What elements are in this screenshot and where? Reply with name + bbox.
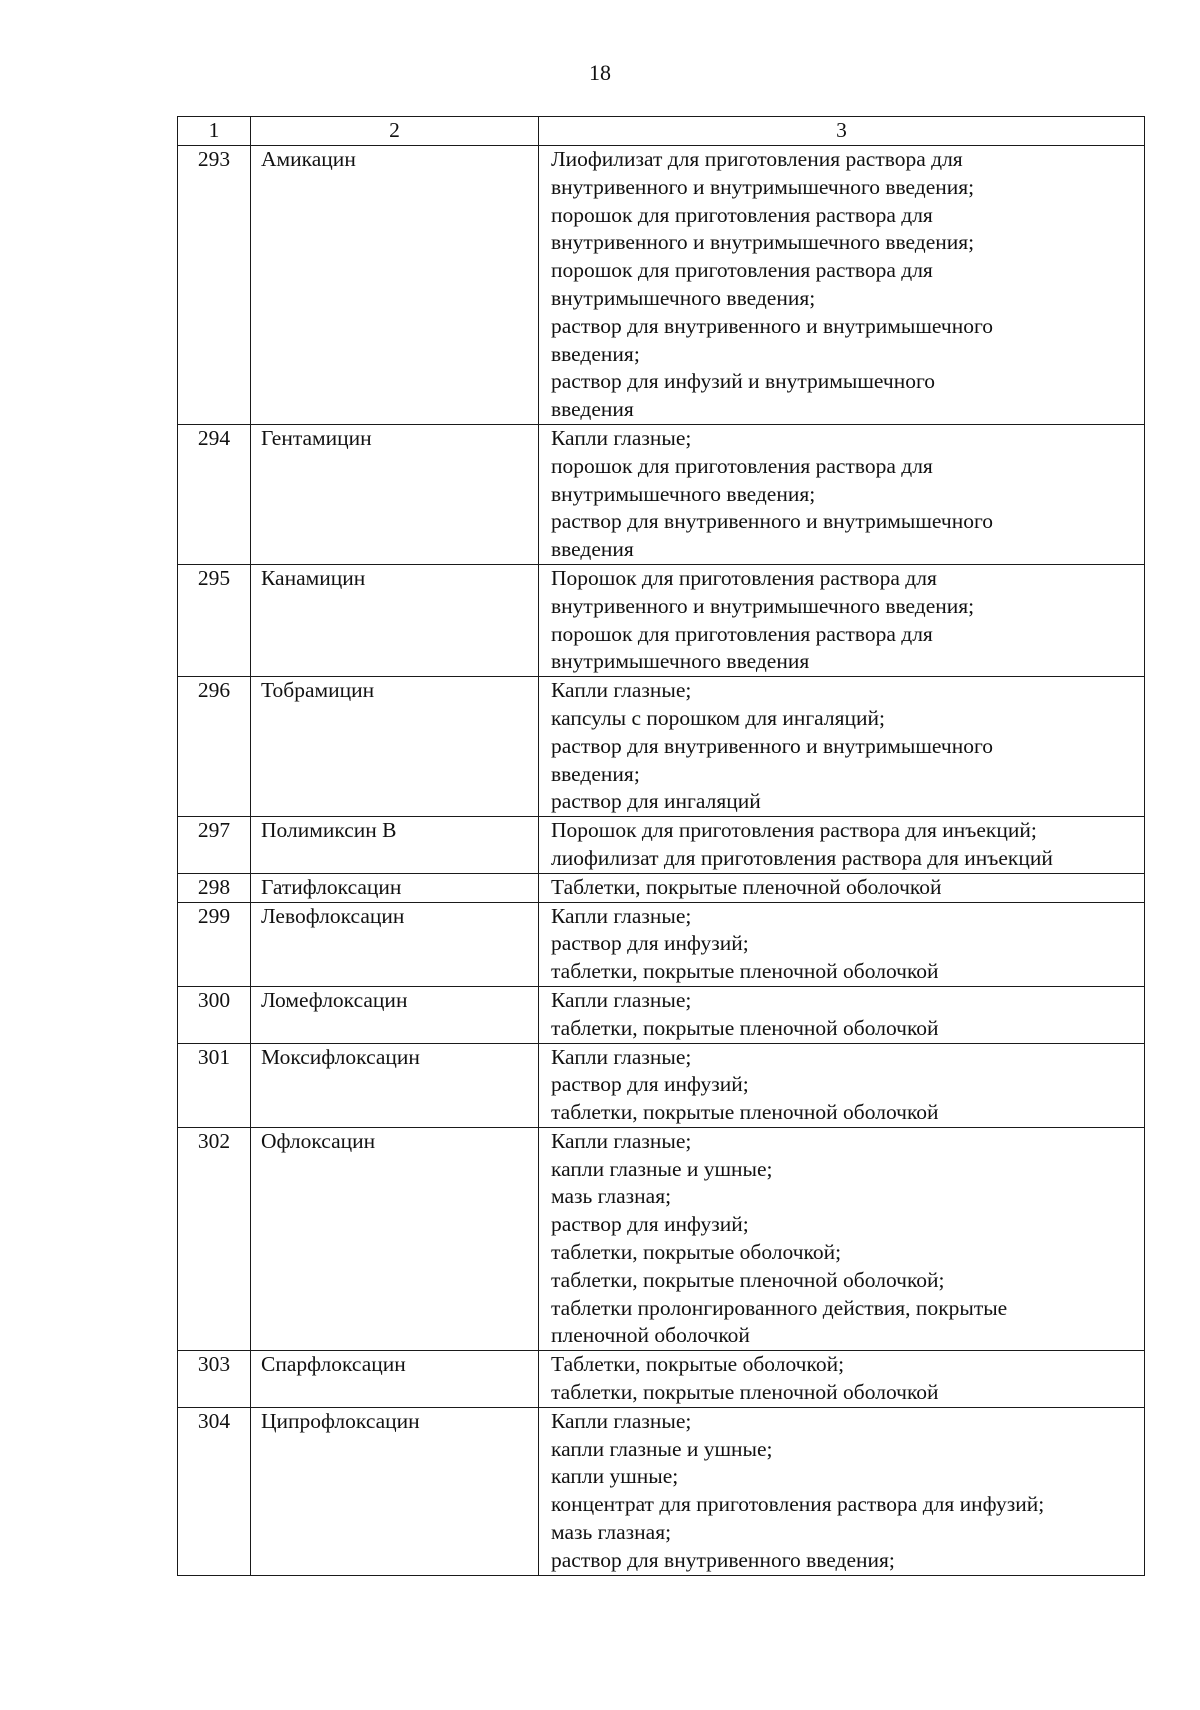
dosage-form-line: Порошок для приготовления раствора для xyxy=(551,565,937,590)
dosage-form-line: таблетки, покрытые пленочной оболочкой xyxy=(551,1380,939,1405)
dosage-form-line: внутривенного и внутримышечного введения; xyxy=(551,230,975,255)
dosage-form-line: капсулы с порошком для ингаляций; xyxy=(551,705,886,730)
dosage-form-line: капли глазные и ушные; xyxy=(551,1156,773,1181)
dosage-form-line: таблетки, покрытые пленочной оболочкой xyxy=(551,1100,939,1125)
dosage-form-line: раствор для внутривенного и внутримышечного xyxy=(551,509,994,534)
row-number: 300 xyxy=(178,986,251,1043)
dosage-form-line: Капли глазные; xyxy=(551,425,692,450)
table-row xyxy=(178,564,1145,676)
dosage-forms xyxy=(539,1043,1145,1127)
dosage-form-line: Таблетки, покрытые оболочкой; xyxy=(551,1352,845,1377)
dosage-form-line: капли глазные и ушные; xyxy=(551,1436,773,1461)
row-number: 293 xyxy=(178,146,251,425)
dosage-forms xyxy=(539,1351,1145,1408)
header-column-3: 3 xyxy=(539,117,1145,146)
dosage-form-line: пленочной оболочкой xyxy=(551,1323,750,1348)
dosage-forms xyxy=(539,902,1145,986)
dosage-form-line: раствор для ингаляций xyxy=(551,789,761,814)
row-number: 304 xyxy=(178,1407,251,1575)
row-number: 302 xyxy=(178,1127,251,1350)
drug-name: Моксифлоксацин xyxy=(251,1043,539,1127)
dosage-form-line: таблетки пролонгированного действия, покрытые xyxy=(551,1295,1008,1320)
drug-name: Офлоксацин xyxy=(251,1127,539,1350)
dosage-form-line: лиофилизат для приготовления раствора для инъекций xyxy=(551,845,1053,870)
table-header xyxy=(178,117,1145,146)
row-number: 297 xyxy=(178,817,251,874)
header-row xyxy=(178,117,1145,146)
dosage-form-line: введения; xyxy=(551,761,640,786)
dosage-form-line: Капли глазные; xyxy=(551,678,692,703)
dosage-form-line: таблетки, покрытые пленочной оболочкой; xyxy=(551,1267,945,1292)
table-row xyxy=(178,1127,1145,1350)
dosage-form-line: Капли глазные; xyxy=(551,1128,692,1153)
dosage-form-line: введения xyxy=(551,397,634,422)
table-row xyxy=(178,873,1145,902)
dosage-form-line: Таблетки, покрытые пленочной оболочкой xyxy=(551,874,942,899)
dosage-form-line: Капли глазные; xyxy=(551,903,692,928)
dosage-form-line: раствор для внутривенного и внутримышечного xyxy=(551,313,994,338)
dosage-form-line: внутривенного и внутримышечного введения; xyxy=(551,593,975,618)
dosage-form-line: раствор для инфузий и внутримышечного xyxy=(551,369,935,394)
drug-name: Тобрамицин xyxy=(251,677,539,817)
table-row xyxy=(178,146,1145,425)
dosage-form-line: мазь глазная; xyxy=(551,1184,672,1209)
dosage-form-line: таблетки, покрытые пленочной оболочкой xyxy=(551,1015,939,1040)
table-row xyxy=(178,817,1145,874)
dosage-form-line: порошок для приготовления раствора для xyxy=(551,453,933,478)
dosage-form-line: введения xyxy=(551,537,634,562)
row-number: 301 xyxy=(178,1043,251,1127)
table-row xyxy=(178,902,1145,986)
dosage-form-line: внутривенного и внутримышечного введения; xyxy=(551,174,975,199)
dosage-form-line: раствор для внутривенного и внутримышечного xyxy=(551,733,994,758)
row-number: 294 xyxy=(178,424,251,564)
table-row xyxy=(178,677,1145,817)
row-number: 296 xyxy=(178,677,251,817)
dosage-forms xyxy=(539,817,1145,874)
table-row xyxy=(178,1407,1145,1575)
dosage-forms xyxy=(539,1407,1145,1575)
dosage-form-line: таблетки, покрытые оболочкой; xyxy=(551,1240,842,1265)
dosage-forms xyxy=(539,564,1145,676)
dosage-forms xyxy=(539,677,1145,817)
row-number: 295 xyxy=(178,564,251,676)
dosage-form-line: раствор для инфузий; xyxy=(551,1212,749,1237)
drug-name: Канамицин xyxy=(251,564,539,676)
row-number: 303 xyxy=(178,1351,251,1408)
dosage-form-line: таблетки, покрытые пленочной оболочкой xyxy=(551,959,939,984)
dosage-form-line: порошок для приготовления раствора для xyxy=(551,258,933,283)
dosage-form-line: раствор для инфузий; xyxy=(551,1072,749,1097)
dosage-form-line: Капли глазные; xyxy=(551,1408,692,1433)
drug-name: Ломефлоксацин xyxy=(251,986,539,1043)
dosage-forms xyxy=(539,986,1145,1043)
drug-name: Гентамицин xyxy=(251,424,539,564)
table-row xyxy=(178,1043,1145,1127)
dosage-forms xyxy=(539,873,1145,902)
dosage-form-line: концентрат для приготовления раствора для инфузий; xyxy=(551,1492,1045,1517)
medicines-table xyxy=(177,116,1145,1576)
dosage-forms xyxy=(539,424,1145,564)
drug-name: Левофлоксацин xyxy=(251,902,539,986)
row-number: 299 xyxy=(178,902,251,986)
row-number: 298 xyxy=(178,873,251,902)
table-row xyxy=(178,986,1145,1043)
drug-name: Полимиксин В xyxy=(251,817,539,874)
dosage-form-line: введения; xyxy=(551,341,640,366)
dosage-form-line: капли ушные; xyxy=(551,1464,679,1489)
dosage-form-line: порошок для приготовления раствора для xyxy=(551,202,933,227)
dosage-forms xyxy=(539,146,1145,425)
dosage-form-line: мазь глазная; xyxy=(551,1520,672,1545)
dosage-form-line: Порошок для приготовления раствора для инъекций; xyxy=(551,818,1037,843)
dosage-form-line: внутримышечного введения; xyxy=(551,481,816,506)
table-body xyxy=(178,146,1145,1576)
table-row xyxy=(178,424,1145,564)
dosage-form-line: раствор для внутривенного введения; xyxy=(551,1547,895,1572)
dosage-form-line: внутримышечного введения; xyxy=(551,285,816,310)
dosage-form-line: Капли глазные; xyxy=(551,1044,692,1069)
dosage-forms xyxy=(539,1127,1145,1350)
table-row xyxy=(178,1351,1145,1408)
drug-name: Амикацин xyxy=(251,146,539,425)
page-number: 18 xyxy=(589,60,611,85)
dosage-form-line: Капли глазные; xyxy=(551,987,692,1012)
dosage-form-line: раствор для инфузий; xyxy=(551,931,749,956)
header-column-1: 1 xyxy=(178,117,251,146)
drug-name: Спарфлоксацин xyxy=(251,1351,539,1408)
dosage-form-line: Лиофилизат для приготовления раствора для xyxy=(551,147,963,171)
drug-name: Ципрофлоксацин xyxy=(251,1407,539,1575)
dosage-form-line: внутримышечного введения xyxy=(551,649,810,674)
header-column-2: 2 xyxy=(251,117,539,146)
dosage-form-line: порошок для приготовления раствора для xyxy=(551,621,933,646)
drug-name: Гатифлоксацин xyxy=(251,873,539,902)
